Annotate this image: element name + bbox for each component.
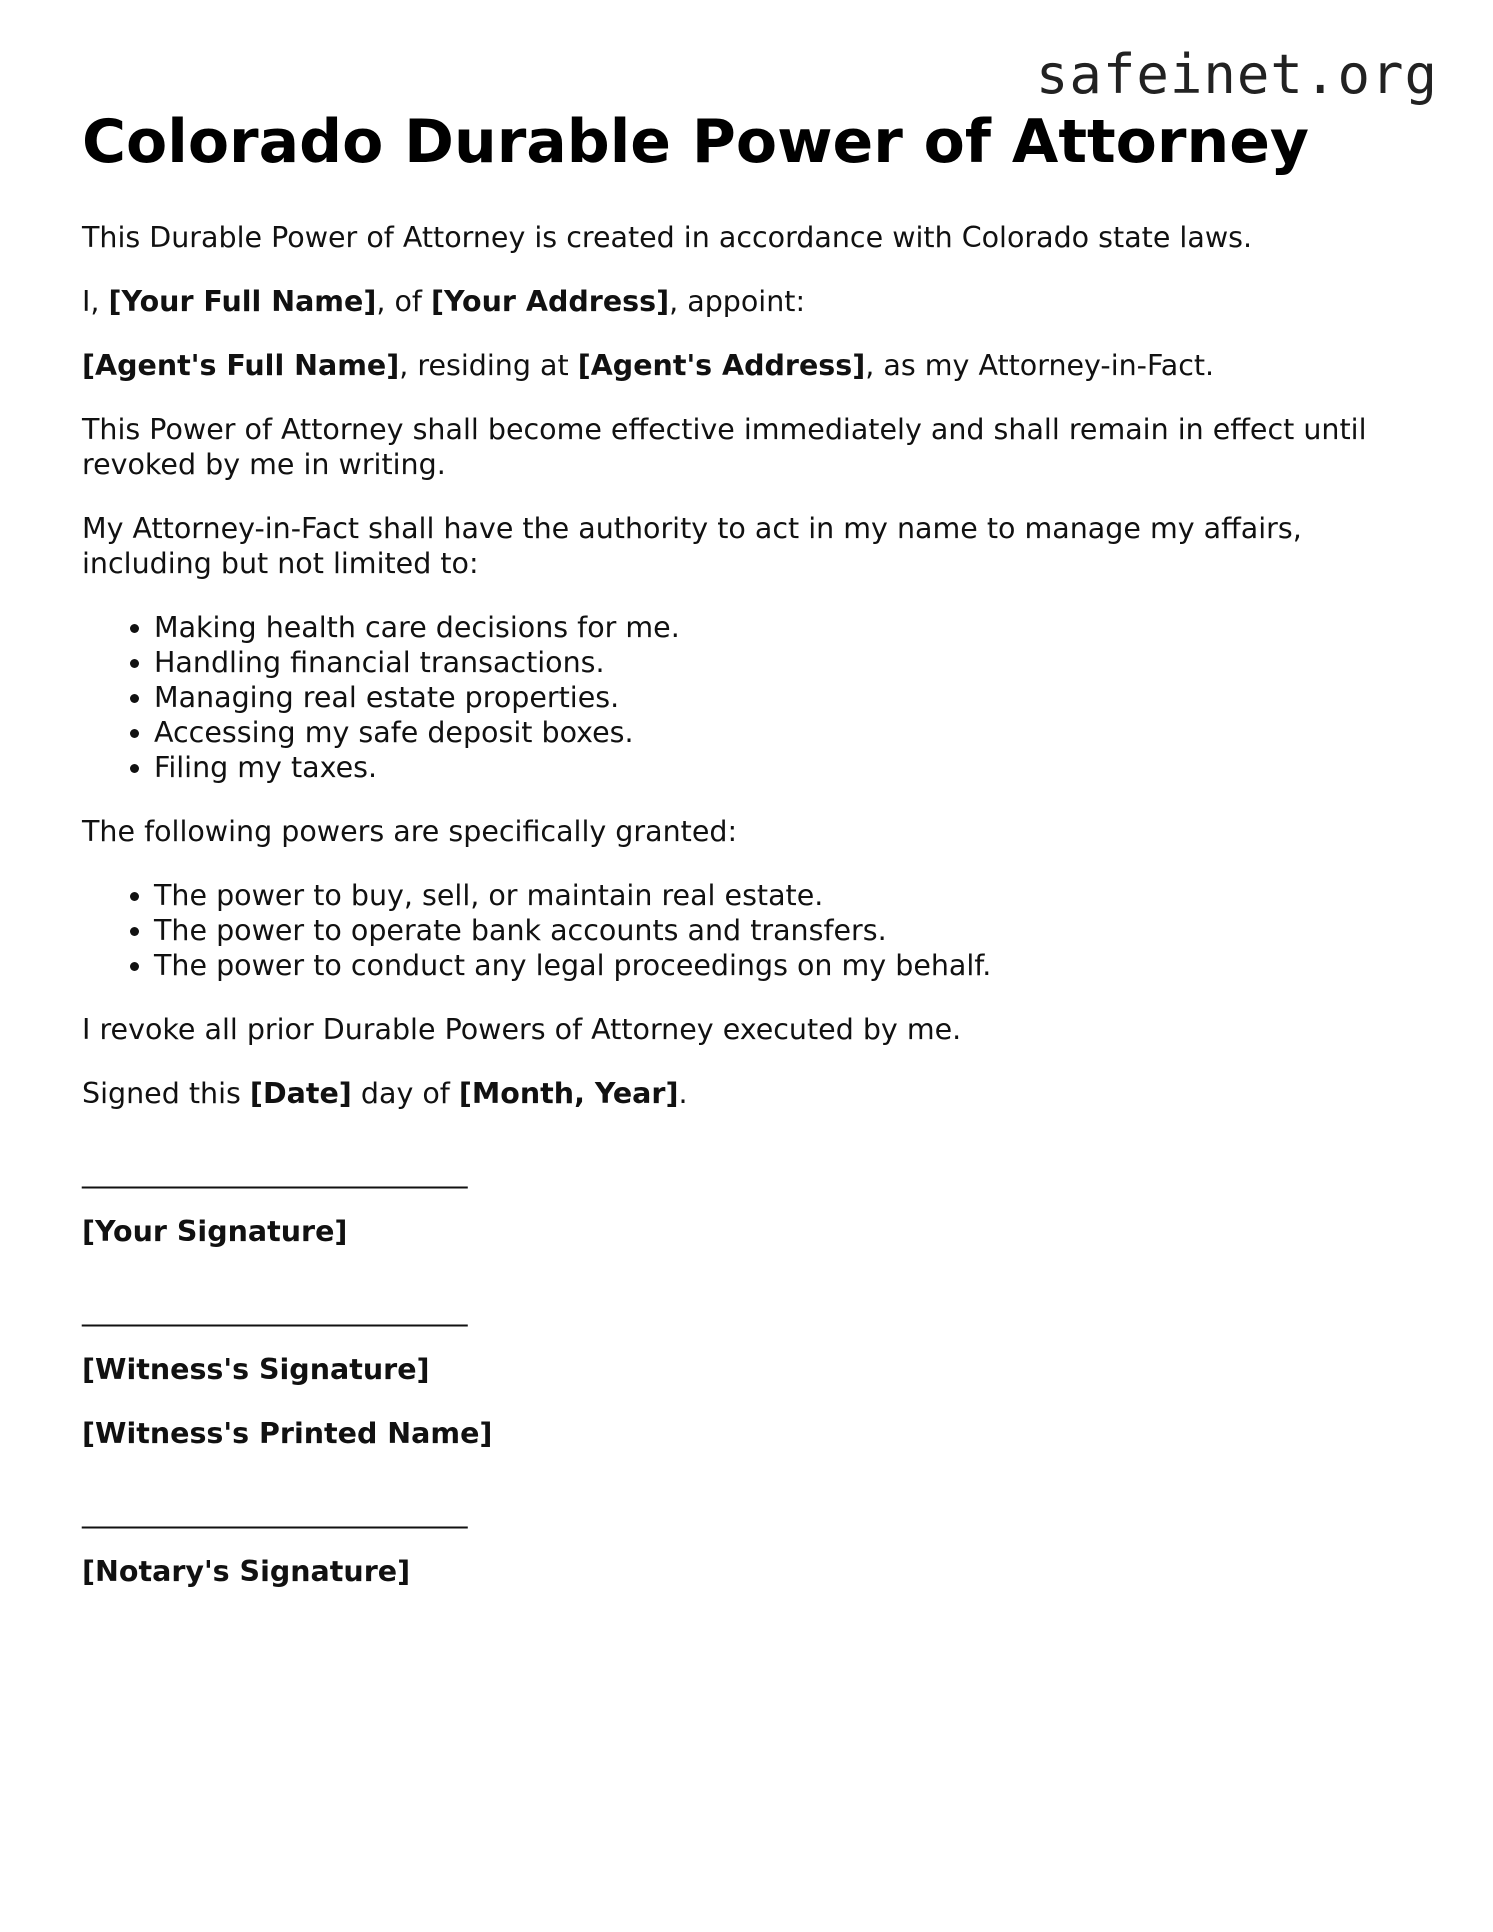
specific-powers-intro: The following powers are specifically granted: <box>82 815 738 848</box>
document-page <box>82 104 1412 1618</box>
authority-item: • Handling financial transactions. <box>154 645 1412 680</box>
notary-signature-line: ____________________________ <box>82 1496 467 1529</box>
specific-power-item: • The power to operate bank accounts and transfers. <box>154 913 1412 948</box>
authority-list <box>82 610 1412 785</box>
specific-powers-list <box>82 878 1412 983</box>
appointment-of-text: , of <box>376 285 432 318</box>
authority-item: • Managing real estate properties. <box>154 680 1412 715</box>
authority-item: • Accessing my safe deposit boxes. <box>154 715 1412 750</box>
agent-paragraph <box>82 348 1412 383</box>
authority-item: • Filing my taxes. <box>154 750 1412 785</box>
intro-paragraph: This Durable Power of Attorney is created in accordance with Colorado state laws. <box>82 221 1253 254</box>
appointment-prefix: I, <box>82 285 109 318</box>
specific-power-item: • The power to conduct any legal proceedings on my behalf. <box>154 948 1412 983</box>
agent-full-name-placeholder: [Agent's Full Name] <box>82 349 400 382</box>
your-full-name-placeholder: [Your Full Name] <box>108 285 377 318</box>
specific-power-item: • The power to buy, sell, or maintain real estate. <box>154 878 1412 913</box>
watermark-text: safeinet.org <box>1035 43 1438 106</box>
agent-address-placeholder: [Agent's Address] <box>577 349 866 382</box>
revocation-paragraph: I revoke all prior Durable Powers of Attorney executed by me. <box>82 1013 962 1046</box>
your-signature-label: [Your Signature] <box>82 1215 348 1248</box>
signed-day-of: day of <box>351 1077 459 1110</box>
agent-residing-text: , residing at <box>399 349 578 382</box>
appointment-paragraph <box>82 284 1412 319</box>
agent-suffix: , as my Attorney-in-Fact. <box>865 349 1215 382</box>
notary-signature-label: [Notary's Signature] <box>82 1555 411 1588</box>
appointment-suffix: , appoint: <box>669 285 806 318</box>
your-address-placeholder: [Your Address] <box>431 285 670 318</box>
witness-printed-name-label: [Witness's Printed Name] <box>82 1417 493 1450</box>
signed-suffix: . <box>678 1077 688 1110</box>
authority-intro: My Attorney-in-Fact shall have the authority to act in my name to manage my affairs, including but not limited to: <box>82 512 1302 580</box>
effective-clause: This Power of Attorney shall become effective immediately and shall remain in effect until revoked by me in writing. <box>82 413 1367 481</box>
month-year-placeholder: [Month, Year] <box>458 1077 679 1110</box>
date-placeholder: [Date] <box>249 1077 352 1110</box>
your-signature-line: ____________________________ <box>82 1156 467 1189</box>
signed-prefix: Signed this <box>82 1077 250 1110</box>
signed-paragraph <box>82 1076 1412 1111</box>
authority-item: • Making health care decisions for me. <box>154 610 1412 645</box>
document-title: Colorado Durable Power of Attorney <box>82 107 1310 177</box>
witness-signature-line: ____________________________ <box>82 1294 467 1327</box>
witness-signature-label: [Witness's Signature] <box>82 1353 430 1386</box>
